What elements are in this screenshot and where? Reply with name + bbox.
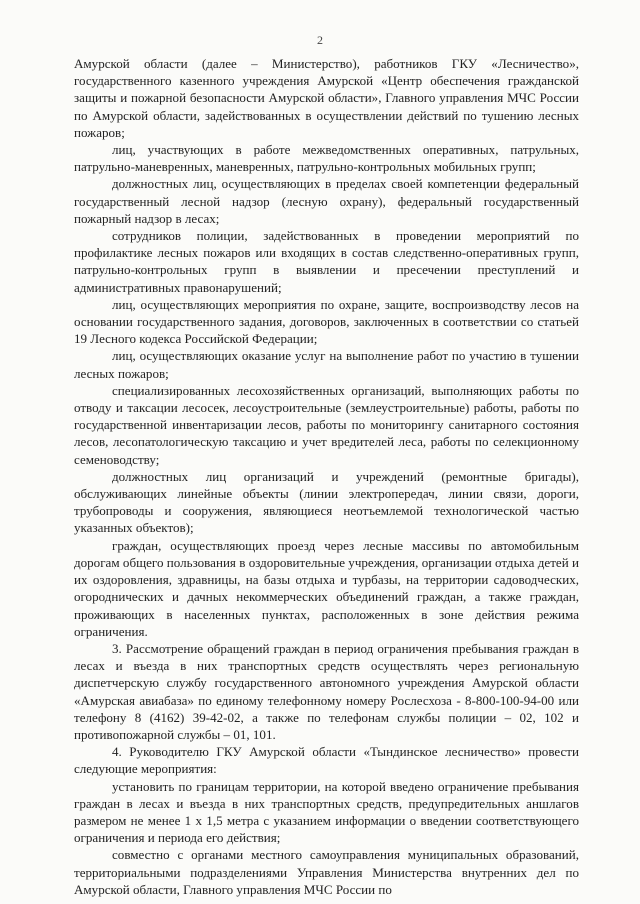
paragraph: 4. Руководителю ГКУ Амурской области «Тындинское лесничество» провести следующие мероприятия: — [74, 744, 579, 777]
page-number: 2 — [317, 33, 323, 47]
paragraph: лиц, участвующих в работе межведомственных оперативных, патрульных, патрульно-маневренных, маневренных, патрульно-контрольных мобильных групп; — [74, 142, 579, 175]
paragraph: лиц, осуществляющих оказание услуг на выполнение работ по участию в тушении лесных пожаров; — [74, 348, 579, 381]
document-body — [74, 55, 579, 898]
paragraph: сотрудников полиции, задействованных в проведении мероприятий по профилактике лесных пожаров или входящих в состав следственно-оперативных групп, патрульно-контрольных групп в выявлении и пресечении преступлений и административных правонарушений; — [74, 228, 579, 295]
paragraph: специализированных лесохозяйственных организаций, выполняющих работы по отводу и таксации лесосек, лесоустроительные (землеустроительные) работы, работы по государственной инвентаризации лесов, работы по мониторингу санитарного состояния лесов, лесопатологическую таксацию и учет вредителей леса, работы по селекционному семеноводству; — [74, 382, 579, 467]
paragraph: 3. Рассмотрение обращений граждан в период ограничения пребывания граждан в лесах и въезда в них транспортных средств осуществлять через региональную диспетчерскую службу государственного автономного учреждения Амурской области «Амурская авиабаза» по единому телефонному номеру Рослесхоза - 8-800-100-94-00 или телефону 8 (4162) 39-42-02, а также по телефонам службы полиции – 02, 102 и противопожарной службы – 01, 101. — [74, 640, 579, 742]
paragraph: должностных лиц, осуществляющих в пределах своей компетенции федеральный государственный лесной надзор (лесную охрану), федеральный государственный пожарный надзор в лесах; — [74, 176, 579, 226]
paragraph: Амурской области (далее – Министерство), работников ГКУ «Лесничество», государственного казенного учреждения Амурской «Центр обеспечения гражданской защиты и пожарной безопасности Амурской области», Главного управления МЧС России по Амурской области, задействованных в осуществлении действий по тушению лесных пожаров; — [74, 56, 579, 140]
paragraph: установить по границам территории, на которой введено ограничение пребывания граждан в лесах и въезда в них транспортных средств, предупредительных аншлагов размером не менее 1 х 1,5 метра с указанием информации о введении соответствующего ограничения и периода его действия; — [74, 778, 579, 846]
paragraph: лиц, осуществляющих мероприятия по охране, защите, воспроизводству лесов на основании государственного задания, договоров, заключенных в соответствии со статьей 19 Лесного кодекса Российской Федерации; — [74, 296, 579, 347]
paragraph: граждан, осуществляющих проезд через лесные массивы по автомобильным дорогам общего пользования в оздоровительные учреждения, организации отдыха детей и их оздоровления, здравницы, на базы отдыха и турбазы, на территории садоводческих, огороднических и дачных некоммерческих объединений граждан, а также граждан, проживающих в населенных пунктах, расположенных в зоне действия режима ограничения. — [74, 537, 579, 639]
paragraph: совместно с органами местного самоуправления муниципальных образований, территориальными подразделениями Управления Министерства внутренних дел по Амурской области, Главного управления МЧС России по — [74, 847, 579, 897]
paragraph: должностных лиц организаций и учреждений (ремонтные бригады), обслуживающих линейные объекты (линии электропередач, линии связи, дороги, трубопроводы и сооружения, являющиеся неотъемлемой технологической частью указанных объектов); — [74, 468, 579, 536]
